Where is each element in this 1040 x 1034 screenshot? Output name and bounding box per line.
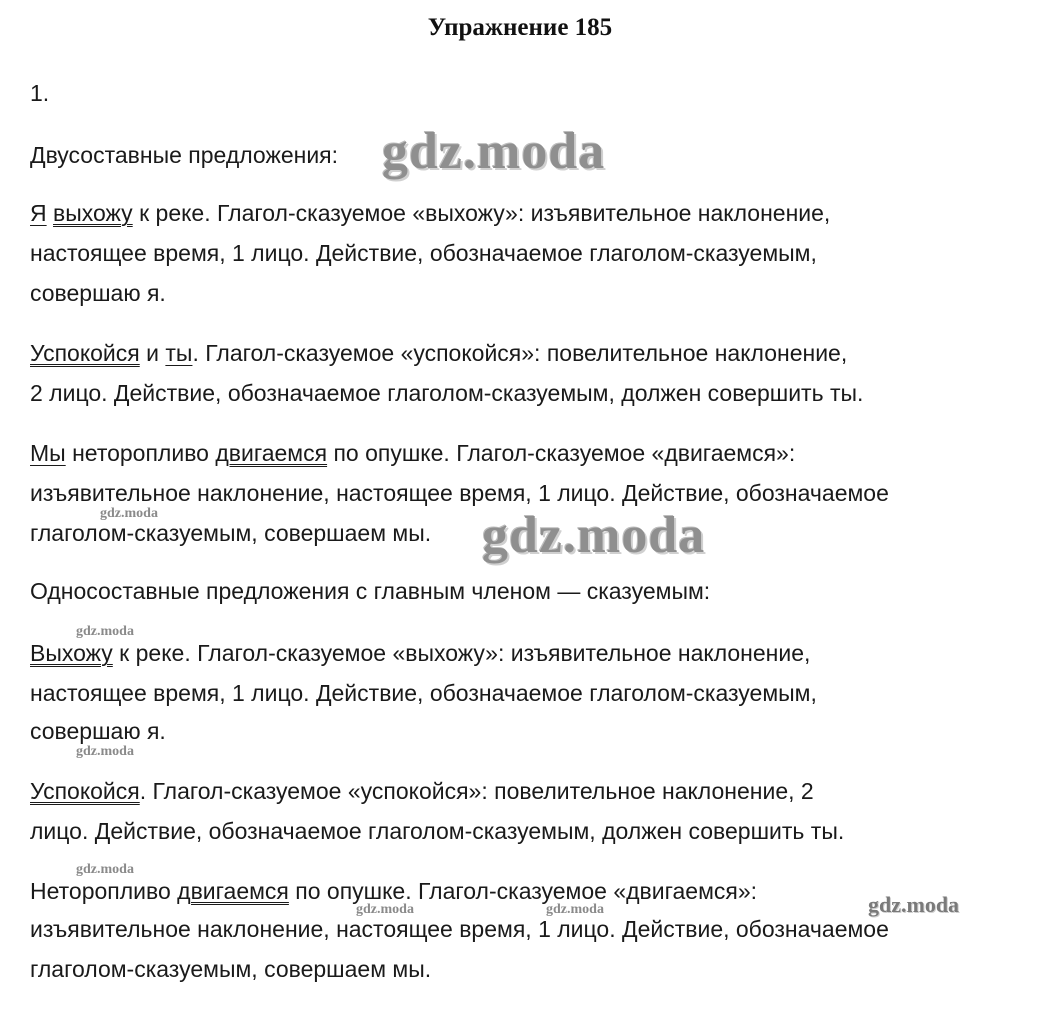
watermark-small: gdz.moda — [76, 862, 134, 877]
paragraph-5-line-2: лицо. Действие, обозначаемое глаголом-сказуемым, должен совершить ты. — [30, 818, 845, 844]
predicate: выхожу — [53, 200, 133, 226]
paragraph-4-line-3: совершаю я. — [30, 718, 166, 744]
paragraph-6-line-3: глаголом-сказуемым, совершаем мы. — [30, 956, 432, 982]
paragraph-1-line-2: настоящее время, 1 лицо. Действие, обозначаемое глаголом-сказуемым, — [30, 240, 817, 266]
predicate: Выхожу — [30, 640, 113, 666]
watermark-logo: gdz.moda — [382, 123, 606, 180]
paragraph-5-line-1: Успокойся. Глагол-сказуемое «успокойся»: повелительное наклонение, 2 — [30, 778, 814, 804]
paragraph-4-line-1: Выхожу к реке. Глагол-сказуемое «выхожу»: изъявительное наклонение, — [30, 640, 811, 666]
watermark-logo: gdz.moda — [482, 507, 706, 564]
subject: Мы — [30, 440, 66, 466]
watermark-small: gdz.moda — [546, 902, 604, 917]
paragraph-1-line-1: Я выхожу к реке. Глагол-сказуемое «выхожу»: изъявительное наклонение, — [30, 200, 831, 226]
predicate: Успокойся — [30, 340, 140, 366]
paragraph-6-line-2: изъявительное наклонение, настоящее время, 1 лицо. Действие, обозначаемое — [30, 916, 889, 942]
predicate: Успокойся — [30, 778, 140, 804]
heading-two-part: Двусоставные предложения: — [30, 142, 339, 168]
paragraph-4-line-2: настоящее время, 1 лицо. Действие, обозначаемое глаголом-сказуемым, — [30, 680, 817, 706]
subject: Я — [30, 200, 47, 226]
watermark-small: gdz.moda — [100, 506, 158, 521]
subject: ты — [165, 340, 193, 366]
paragraph-2-line-2: 2 лицо. Действие, обозначаемое глаголом-сказуемым, должен совершить ты. — [30, 380, 864, 406]
page-title: Упражнение 185 — [427, 14, 613, 41]
paragraph-6-line-1: Неторопливо двигаемся по опушке. Глагол-сказуемое «двигаемся»: — [30, 878, 758, 904]
paragraph-2-line-1: Успокойся и ты. Глагол-сказуемое «успокойся»: повелительное наклонение, — [30, 340, 848, 366]
watermark-small: gdz.moda — [76, 624, 134, 639]
paragraph-3-line-2: изъявительное наклонение, настоящее время, 1 лицо. Действие, обозначаемое — [30, 480, 889, 506]
task-number: 1. — [30, 80, 50, 106]
watermark-medium: gdz.moda — [868, 892, 960, 917]
watermark-small: gdz.moda — [356, 902, 414, 917]
paragraph-3-line-1: Мы неторопливо двигаемся по опушке. Глагол-сказуемое «двигаемся»: — [30, 440, 796, 466]
predicate: двигаемся — [177, 878, 289, 904]
paragraph-3-line-3: глаголом-сказуемым, совершаем мы. — [30, 520, 432, 546]
watermark-small: gdz.moda — [76, 744, 134, 759]
heading-one-part: Односоставные предложения с главным членом — сказуемым: — [30, 578, 711, 604]
paragraph-1-line-3: совершаю я. — [30, 280, 166, 306]
predicate: двигаемся — [215, 440, 328, 466]
